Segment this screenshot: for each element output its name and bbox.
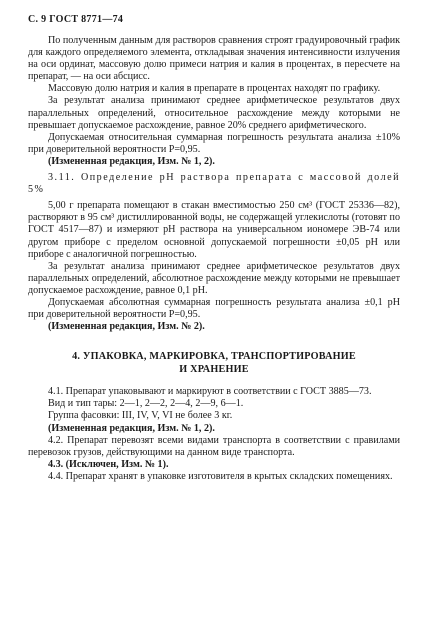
paragraph-41: 4.1. Препарат упаковывают и маркируют в соответствии с ГОСТ 3885—73.: [48, 386, 372, 398]
paragraph-container-type: Вид и тип тары: 2—1, 2—2, 2—4, 2—9, 6—1.: [48, 398, 244, 410]
paragraph-graph: По полученным данным для растворов сравнения строят градуировочный график для каждого определяемого элемента, откладывая значения интенсивности излучения на оси ординат, массовую долю примеси натрия и калия в процентах, в пересчете на препарат, — на оси абсцисс.: [28, 35, 400, 83]
paragraph-ph-procedure: 5,00 г препарата помещают в стакан вместимостью 250 см³ (ГОСТ 25336—82), растворяют в 95 см³ дистиллированной воды, не содержащей углекислоты (готовят по ГОСТ 4517—87) и измеряют pH раствора на универсальном иономере ЭВ-74 или другом приборе с пределом основной допускаемой погрешности ±0,05 pH или приборе с аналогичной погрешностью.: [28, 200, 400, 260]
paragraph-packing-group: Группа фасовки: III, IV, V, VI не более 3 кг.: [48, 410, 233, 422]
subsection-title-311: 3.11. Определение pH раствора препарата с массовой долей 5%: [28, 172, 400, 196]
paragraph-result-1: За результат анализа принимают среднее арифметическое результатов двух параллельных определений, относительное расхождение между которыми не превышает допускаемое расхождение, равное 20% среднего арифметического.: [28, 95, 400, 131]
section-title-line-1: 4. УПАКОВКА, МАРКИРОВКА, ТРАНСПОРТИРОВАНИЕ: [72, 351, 356, 363]
section-title-4: [28, 351, 400, 376]
paragraph-mass-fraction: Массовую долю натрия и калия в препарате в процентах находят по графику.: [48, 83, 381, 95]
revision-note-3: (Измененная редакция, Изм. № 1, 2).: [48, 422, 215, 434]
revision-note-1: (Измененная редакция, Изм. № 1, 2).: [48, 155, 215, 167]
paragraph-43: 4.3. (Исключен, Изм. № 1).: [48, 458, 169, 470]
paragraph-error-2: Допускаемая абсолютная суммарная погрешность результата анализа ±0,1 pH при доверительной вероятности P=0,95.: [28, 296, 400, 321]
paragraph-42: 4.2. Препарат перевозят всеми видами транспорта в соответствии с правилами перевозок грузов, действующими на данном виде транспорта.: [28, 434, 400, 458]
section-title-line-2: И ХРАНЕНИЕ: [179, 363, 249, 375]
paragraph-44: 4.4. Препарат хранят в упаковке изготовителя в крытых складских помещениях.: [48, 470, 393, 482]
revision-note-2: (Измененная редакция, Изм. № 2).: [48, 321, 205, 333]
page-header: С. 9 ГОСТ 8771—74: [28, 14, 124, 25]
paragraph-error-1: Допускаемая относительная суммарная погрешность результата анализа ±10% при доверительной вероятности P=0,95.: [28, 131, 400, 155]
paragraph-result-2: За результат анализа принимают среднее арифметическое результатов двух параллельных определений, абсолютное расхождение между которыми не превышает допускаемое расхождение, равное 0,1 pH.: [28, 260, 400, 296]
